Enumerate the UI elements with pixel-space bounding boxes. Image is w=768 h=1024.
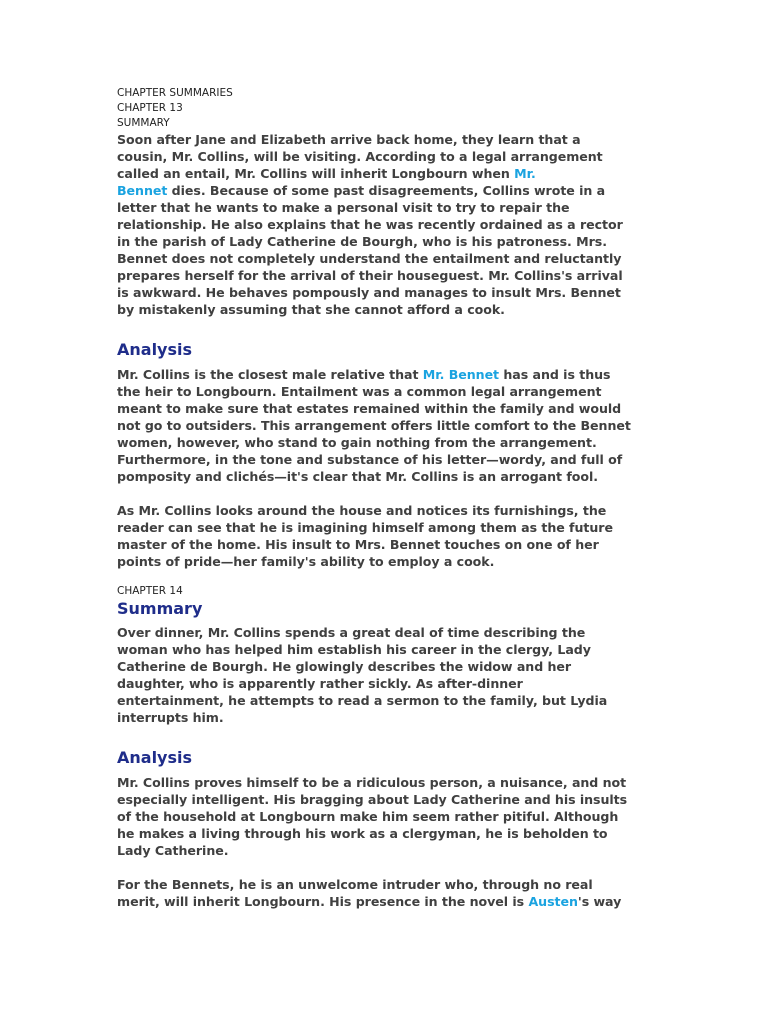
text-line: Lady Catherine. <box>117 843 229 858</box>
text-line: points of pride—her family's ability to employ a cook. <box>117 554 495 569</box>
text-line: pomposity and clichés—it's clear that Mr. Collins is an arrogant fool. <box>117 469 598 484</box>
chapter-14-label: CHAPTER 14 <box>117 585 183 597</box>
mr-bennet-link-cont[interactable]: Bennet <box>117 183 168 198</box>
ch13-analysis-heading: Analysis <box>117 340 193 359</box>
text-line: he makes a living through his work as a clergyman, he is beholden to <box>117 826 608 841</box>
text-line: entertainment, he attempts to read a sermon to the family, but Lydia <box>117 693 608 708</box>
text-line: in the parish of Lady Catherine de Bourgh, who is his patroness. Mrs. <box>117 234 607 249</box>
text-line: letter that he wants to make a personal visit to try to repair the <box>117 200 570 215</box>
mr-bennet-link[interactable]: Mr. <box>514 166 536 181</box>
text-line: For the Bennets, he is an unwelcome intruder who, through no real <box>117 877 593 892</box>
text-line: Mr. Collins proves himself to be a ridiculous person, a nuisance, and not <box>117 775 627 790</box>
text-line: Over dinner, Mr. Collins spends a great deal of time describing the <box>117 625 586 640</box>
text-line: by mistakenly assuming that she cannot afford a cook. <box>117 302 505 317</box>
text-line: especially intelligent. His bragging about Lady Catherine and his insults <box>117 792 628 807</box>
text-line: Bennet dies. Because of some past disagreements, Collins wrote in a <box>117 183 606 198</box>
text-line: women, however, who stand to gain nothing from the arrangement. <box>117 435 597 450</box>
ch14-summary-paragraph <box>117 624 657 726</box>
ch14-analysis-heading: Analysis <box>117 748 193 767</box>
document-page <box>117 86 657 910</box>
text-line: daughter, who is apparently rather sickly. As after-dinner <box>117 676 523 691</box>
text-line: woman who has helped him establish his career in the clergy, Lady <box>117 642 591 657</box>
text-line: relationship. He also explains that he was recently ordained as a rector <box>117 217 623 232</box>
text-line: Catherine de Bourgh. He glowingly describes the widow and her <box>117 659 572 674</box>
text-line: Bennet does not completely understand the entailment and reluctantly <box>117 251 622 266</box>
text-line: not go to outsiders. This arrangement offers little comfort to the Bennet <box>117 418 631 433</box>
text-line: reader can see that he is imagining himself among them as the future <box>117 520 613 535</box>
text-line: called an entail, Mr. Collins will inherit Longbourn when Mr. <box>117 166 536 181</box>
text-line: is awkward. He behaves pompously and manages to insult Mrs. Bennet <box>117 285 621 300</box>
ch13-analysis-paragraph-1 <box>117 366 657 485</box>
ch13-analysis-paragraph-2 <box>117 502 657 570</box>
text-line: merit, will inherit Longbourn. His presence in the novel is Austen's way <box>117 894 622 909</box>
text-line: meant to make sure that estates remained within the family and would <box>117 401 622 416</box>
text-line: Mr. Collins is the closest male relative that Mr. Bennet has and is thus <box>117 367 611 382</box>
text-line: master of the home. His insult to Mrs. Bennet touches on one of her <box>117 537 599 552</box>
text-line: the heir to Longbourn. Entailment was a common legal arrangement <box>117 384 602 399</box>
summary-label: SUMMARY <box>117 117 170 129</box>
austen-link[interactable]: Austen <box>528 894 578 909</box>
ch13-summary-paragraph <box>117 131 657 318</box>
chapter-13-label: CHAPTER 13 <box>117 102 183 114</box>
text-line: interrupts him. <box>117 710 224 725</box>
text-line: As Mr. Collins looks around the house and notices its furnishings, the <box>117 503 607 518</box>
ch14-summary-heading: Summary <box>117 599 203 618</box>
doc-title: CHAPTER SUMMARIES <box>117 87 233 99</box>
text-line: Soon after Jane and Elizabeth arrive back home, they learn that a <box>117 132 581 147</box>
text-line: cousin, Mr. Collins, will be visiting. According to a legal arrangement <box>117 149 603 164</box>
mr-bennet-link[interactable]: Mr. Bennet <box>422 367 500 382</box>
text-line: prepares herself for the arrival of their houseguest. Mr. Collins's arrival <box>117 268 623 283</box>
text-line: of the household at Longbourn make him seem rather pitiful. Although <box>117 809 619 824</box>
ch14-analysis-paragraph-2 <box>117 876 657 910</box>
ch14-analysis-paragraph-1 <box>117 774 657 859</box>
text-line: Furthermore, in the tone and substance of his letter—wordy, and full of <box>117 452 623 467</box>
